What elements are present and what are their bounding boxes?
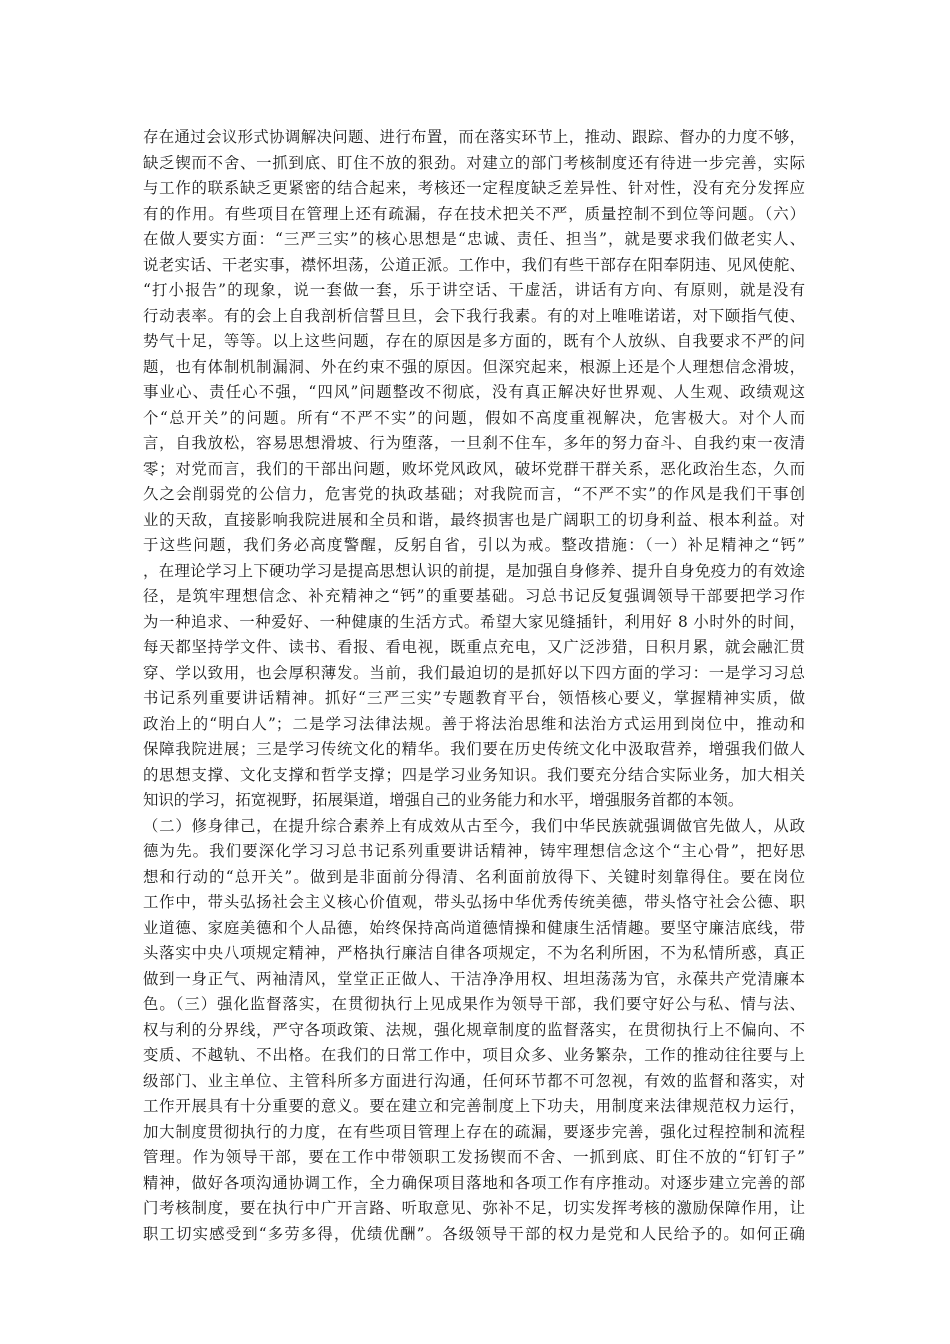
text-line: 知识的学习，拓宽视野，拓展渠道，增强自己的业务能力和水平，增强服务首都的本领。 (143, 791, 744, 809)
text-line: “打小报告”的现象，说一套做一套，乐于讲空话、干虚活，讲话有方向、有原则，就是没有 (143, 281, 805, 299)
text-line: 做到一身正气、两袖清风，堂堂正正做人、干洁净净用权、坦坦荡荡为官，永葆共产党清廉本 (143, 969, 805, 988)
text-line: ，在理论学习上下硬功学习是提高思想认识的前提，是加强自身修养、提升自身免疫力的有效途 (143, 561, 805, 580)
text-line: 在做人要实方面：“三严三实”的核心思想是“忠诚、责任、担当”，就是要求我们做老实人、 (143, 230, 805, 248)
text-line: 权与利的分界线，严守各项政策、法规，强化规章制度的监督落实，在贯彻执行上不偏向、不 (143, 1020, 805, 1039)
text-line: 工作开展具有十分重要的意义。要在建立和完善制度上下功夫，用制度来法律规范权力运行， (143, 1097, 805, 1115)
text-line: 业的天敌，直接影响我院进展和全员和谐，最终损害也是广阔职工的切身利益、根本利益。对 (143, 510, 805, 529)
text-line: 每天都坚持学文件、读书、看报、看电视，既重点充电，又广泛涉猎，日积月累，就会融汇贯 (143, 638, 805, 656)
text-line: 于这些问题，我们务必高度警醒，反躬自省，引以为戒。整改措施：（一）补足精神之“钙” (143, 536, 805, 554)
text-line: 精神，做好各项沟通协调工作，全力确保项目落地和各项工作有序推动。对逐步建立完善的部 (143, 1173, 805, 1192)
text-line: 与工作的联系缺乏更紧密的结合起来，考核还一定程度缺乏差异性、针对性，没有充分发挥应 (143, 179, 805, 197)
text-line: 管理。作为领导干部，要在工作中带领职工发扬锲而不舍、一抓到底、盯住不放的“钉钉子” (143, 1148, 805, 1166)
text-line: 为一种追求、一种爱好、一种健康的生活方式。希望大家见缝插针，利用好 8 小时外的时间， (143, 612, 805, 631)
text-line: 色。（三）强化监督落实，在贯彻执行上见成果作为领导干部，我们要守好公与私、情与法、 (143, 995, 805, 1013)
text-line: 政治上的“明白人”；二是学习法律法规。善于将法治思维和法治方式运用到岗位中，推动和 (143, 714, 805, 733)
document-body (143, 125, 805, 1247)
text-line: 有的作用。有些项目在管理上还有疏漏，存在技术把关不严，质量控制不到位等问题。（六） (143, 204, 805, 223)
text-line: 加大制度贯彻执行的力度，在有些项目管理上存在的疏漏，要逐步完善，强化过程控制和流程 (143, 1122, 805, 1141)
text-line: 行动表率。有的会上自我剖析信誓旦旦，会下我行我素。有的对上唯唯诺诺，对下颐指气使、 (143, 306, 805, 325)
text-line: 存在通过会议形式协调解决问题、进行布置，而在落实环节上，推动、跟踪、督办的力度不够， (143, 128, 805, 146)
text-line: 零；对党而言，我们的干部出问题，败坏党风政风，破坏党群干群关系，恶化政治生态，久而 (143, 459, 805, 478)
text-line: 事业心、责任心不强，“四风”问题整改不彻底，没有真正解决好世界观、人生观、政绩观这 (143, 383, 805, 401)
text-line: 头落实中央八项规定精神，严格执行廉洁自律各项规定，不为名利所困，不为私情所惑，真正 (143, 944, 805, 962)
text-line: 职工切实感受到“多劳多得，优绩优酬”。各级领导干部的权力是党和人民给予的。如何正确 (143, 1224, 805, 1243)
text-line: 变质、不越轨、不出格。在我们的日常工作中，项目众多、业务繁杂，工作的推动往往要与上 (143, 1046, 805, 1064)
text-line: 题，也有体制机制漏洞、外在约束不强的原因。但深究起来，根源上还是个人理想信念滑坡， (143, 357, 805, 376)
text-line: 久之会削弱党的公信力，危害党的执政基础；对我院而言，“不严不实”的作风是我们干事创 (143, 485, 805, 503)
text-line: 的思想支撑、文化支撑和哲学支撑；四是学习业务知识。我们要充分结合实际业务，加大相关 (143, 765, 805, 784)
text-line: 德为先。我们要深化学习习总书记系列重要讲话精神，铸牢理想信念这个“主心骨”，把好思 (143, 842, 805, 860)
text-line: 穿、学以致用，也会厚积薄发。当前，我们最迫切的是抓好以下四方面的学习：一是学习习总 (143, 663, 805, 682)
text-line: 想和行动的“总开关”。做到是非面前分得清、名利面前放得下、关键时刻靠得住。要在岗位 (143, 867, 805, 886)
text-line: 级部门、业主单位、主管科所多方面进行沟通，任何环节都不可忽视，有效的监督和落实，对 (143, 1071, 805, 1090)
text-line: 保障我院进展；三是学习传统文化的精华。我们要在历史传统文化中汲取营养，增强我们做人 (143, 740, 805, 758)
text-line: 业道德、家庭美德和个人品德，始终保持高尚道德情操和健康生活情趣。要坚守廉洁底线，带 (143, 918, 805, 937)
text-line: 势气十足，等等。以上这些问题，存在的原因是多方面的，既有个人放纵、自我要求不严的问 (143, 332, 805, 350)
text-line: （二）修身律己，在提升综合素养上有成效从古至今，我们中华民族就强调做官先做人，从政 (143, 816, 805, 835)
text-line: 书记系列重要讲话精神。抓好“三严三实”专题教育平台，领悟核心要义，掌握精神实质，做 (143, 689, 805, 707)
text-line: 个“总开关”的问题。所有“不严不实”的问题，假如不高度重视解决，危害极大。对个人而 (143, 408, 805, 427)
text-line: 径，是筑牢理想信念、补充精神之“钙”的重要基础。习总书记反复强调领导干部要把学习作 (143, 587, 805, 605)
text-line: 工作中，带头弘扬社会主义核心价值观，带头弘扬中华优秀传统美德，带头恪守社会公德、职 (143, 893, 805, 911)
text-line: 门考核制度，要在执行中广开言路、听取意见、弥补不足，切实发挥考核的激励保障作用，让 (143, 1199, 805, 1217)
text-line: 说老实话、干老实事，襟怀坦荡，公道正派。工作中，我们有些干部存在阳奉阴违、见风使舵、 (143, 255, 805, 274)
text-line: 言，自我放松，容易思想滑坡、行为堕落，一旦刹不住车，多年的努力奋斗、自我约束一夜清 (143, 434, 805, 452)
text-line: 缺乏锲而不舍、一抓到底、盯住不放的狠劲。对建立的部门考核制度还有待进一步完善，实际 (143, 153, 805, 172)
